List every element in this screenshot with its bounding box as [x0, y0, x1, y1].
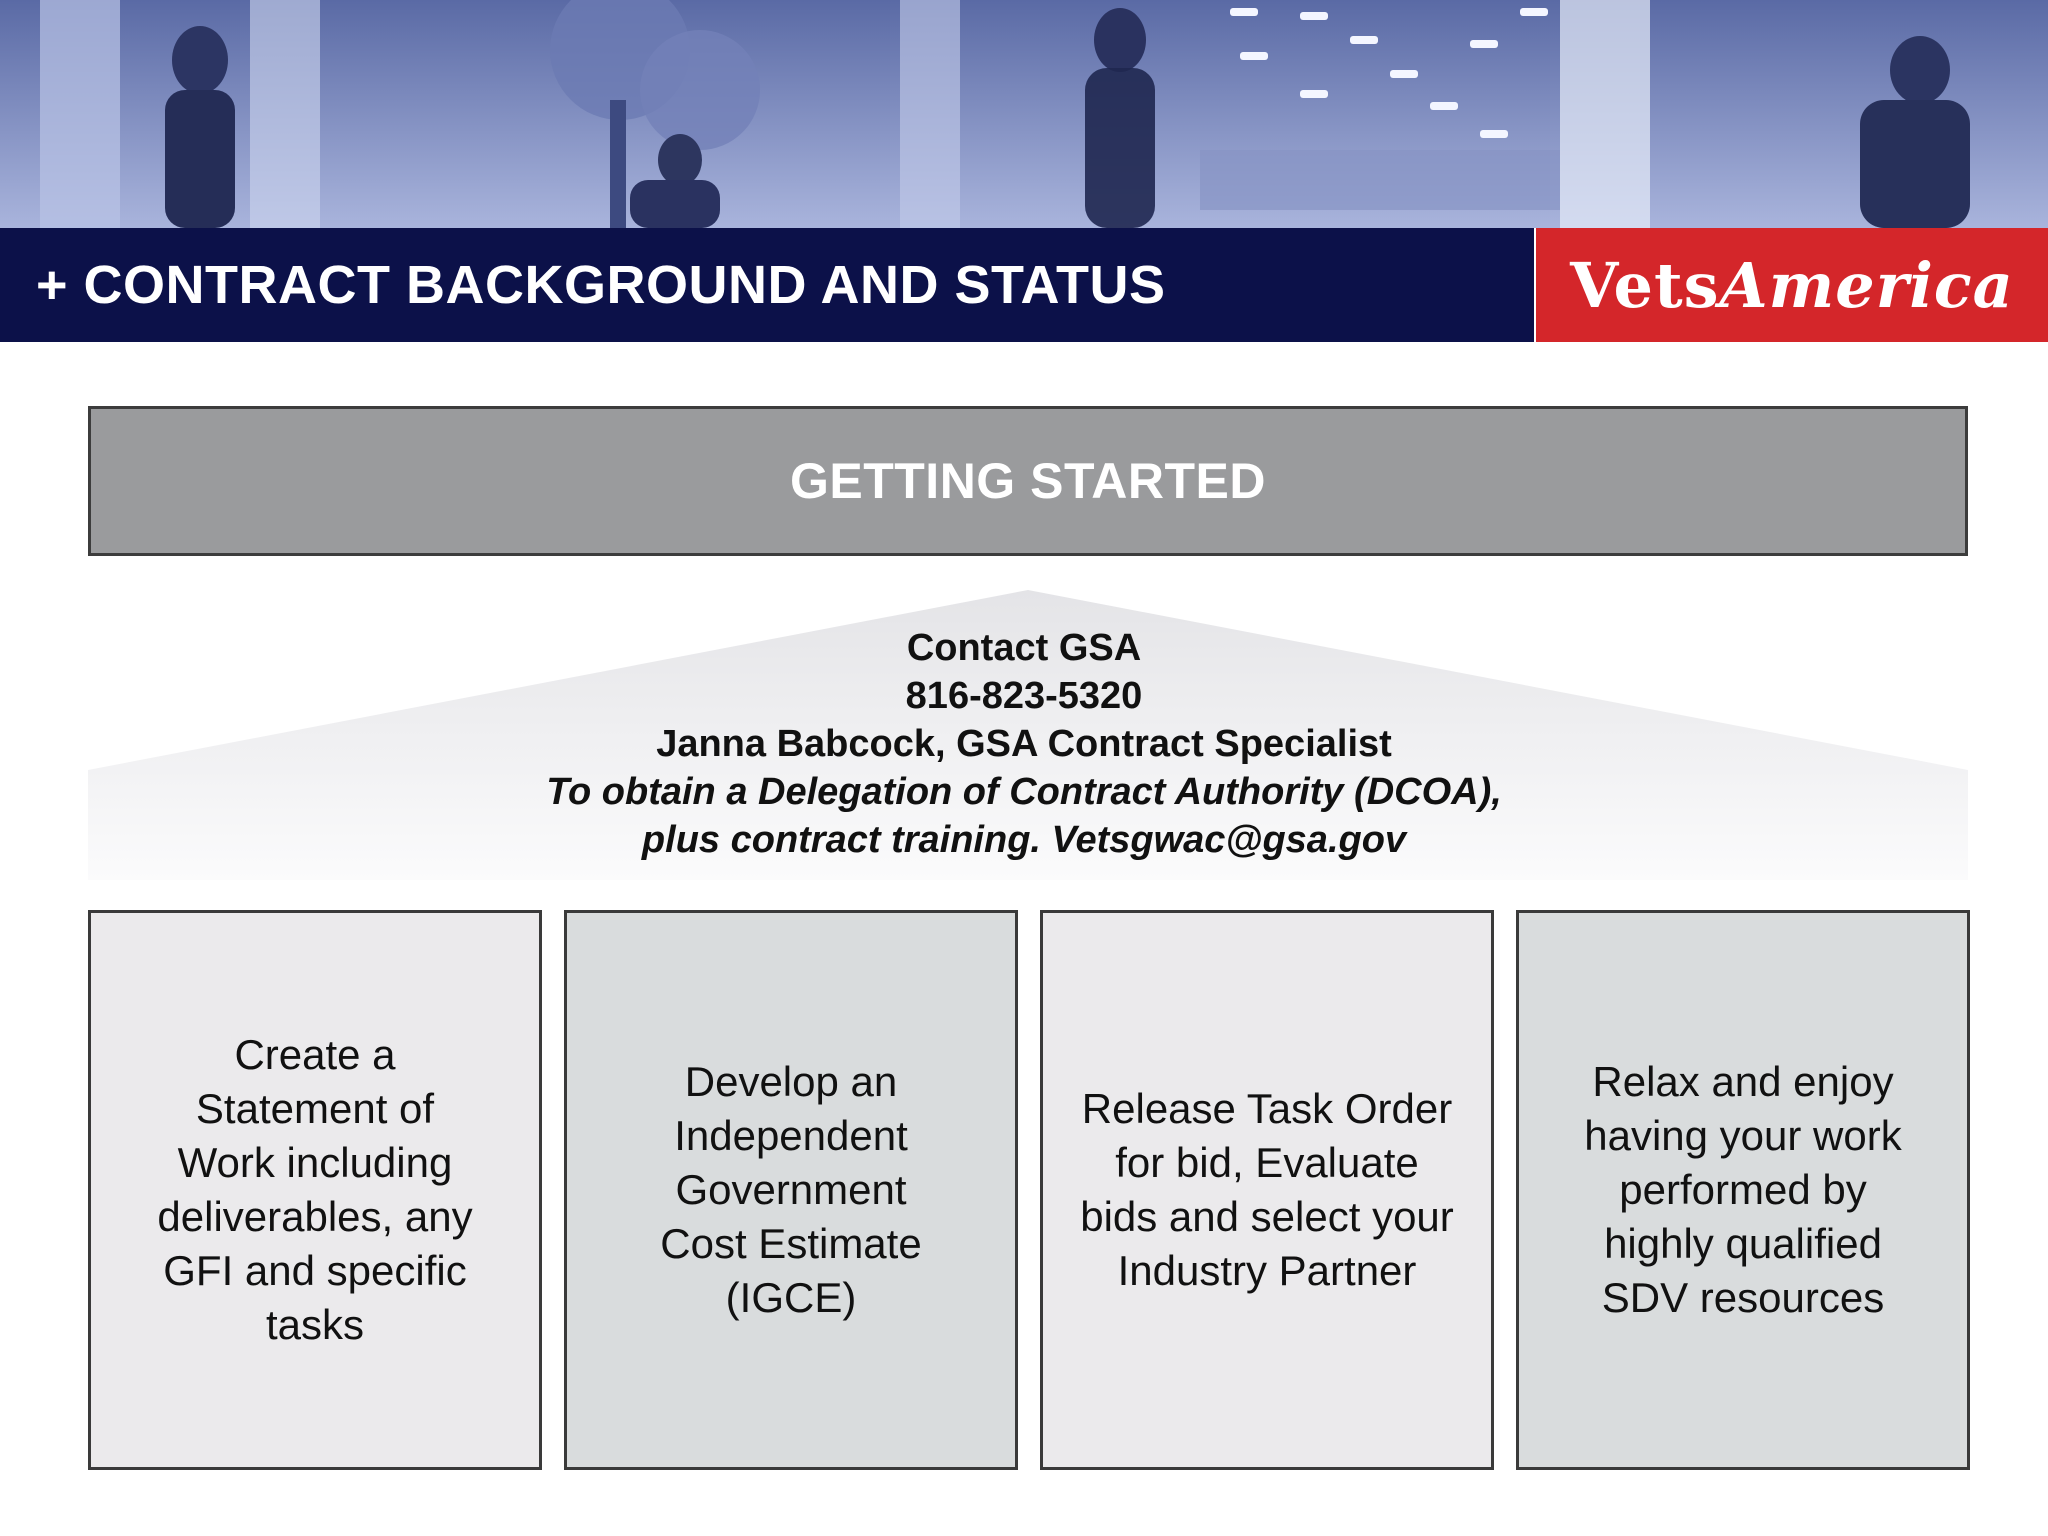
header-photo	[0, 0, 2048, 228]
section-title-bar	[0, 228, 1534, 342]
contact-phone: 816-823-5320	[905, 675, 1143, 717]
contact-note-line-1: To obtain a Delegation of Contract Authority (DCOA),	[546, 771, 1502, 813]
step-box-4	[1516, 910, 1970, 1470]
contact-note-line-2: plus contract training. Vetsgwac@gsa.gov	[641, 819, 1407, 861]
step-box-2	[564, 910, 1018, 1470]
brand-logo-text	[1570, 249, 2014, 322]
step-box-1	[88, 910, 542, 1470]
step-text-4: Relax and enjoy having your work performed by highly qualified SDV resources	[1584, 1058, 1902, 1321]
step-text-2: Develop an Independent Government Cost Estimate (IGCE)	[660, 1058, 922, 1321]
step-box-3	[1040, 910, 1494, 1470]
step-text-1: Create a Statement of Work including deliverables, any GFI and specific tasks	[157, 1031, 473, 1348]
getting-started-banner	[88, 406, 1968, 556]
step-text-3: Release Task Order for bid, Evaluate bids and select your Industry Partner	[1080, 1085, 1454, 1294]
contact-info	[0, 624, 2048, 864]
brand-logo	[1536, 228, 2048, 342]
contact-heading: Contact GSA	[906, 627, 1142, 669]
brand-logo-text-part1: Vets	[1570, 248, 1720, 322]
brand-logo-text-part2: America	[1719, 248, 2014, 322]
contact-person: Janna Babcock, GSA Contract Specialist	[656, 723, 1392, 765]
section-title: + CONTRACT BACKGROUND AND STATUS	[36, 255, 1166, 315]
getting-started-title: GETTING STARTED	[789, 453, 1266, 509]
